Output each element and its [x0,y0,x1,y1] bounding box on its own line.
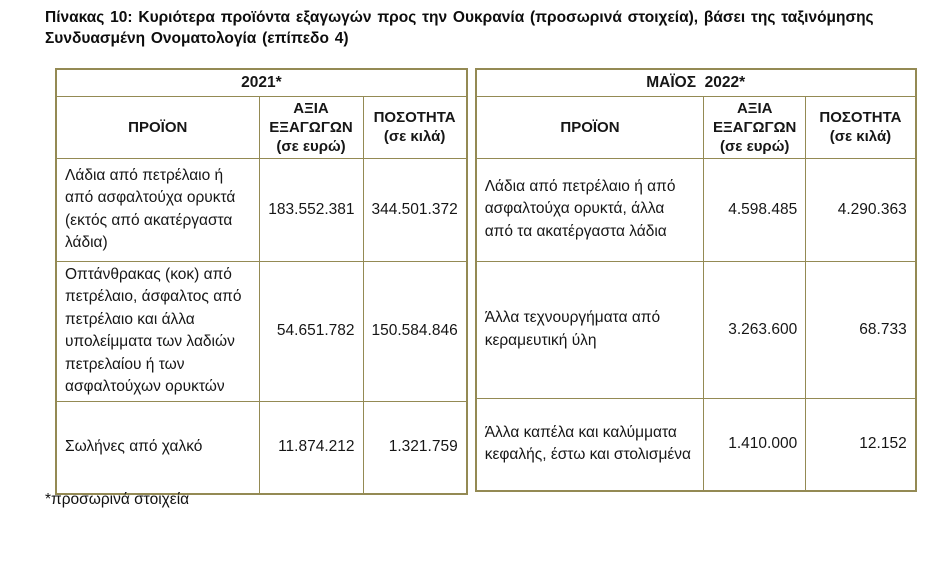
export-value-cell: 183.552.381 [259,158,363,261]
quantity-cell: 12.152 [806,398,916,491]
export-value-cell: 54.651.782 [259,261,363,401]
table-row [56,158,467,261]
product-cell: Σωλήνες από χαλκό [56,401,259,494]
table-row [476,158,916,261]
export-value-cell: 3.263.600 [704,261,806,398]
table-row [56,401,467,494]
table-may-2022 [475,68,917,492]
export-value-cell: 4.598.485 [704,158,806,261]
quantity-cell: 68.733 [806,261,916,398]
col-header-product: ΠΡΟΪΟΝ [476,96,704,158]
product-cell: Άλλα καπέλα και καλύμματα κεφαλής, έστω και στολισμένα [476,398,704,491]
export-value-cell: 11.874.212 [259,401,363,494]
period-header-may-2022: ΜΑΪΟΣ 2022* [476,69,916,96]
product-cell: Οπτάνθρακας (κοκ) από πετρέλαιο, άσφαλτος από πετρέλαιο και άλλα υπολείμματα των λαδιών πετρελαίου ή των ασφαλτούχων ορυκτών [56,261,259,401]
col-header-export-value: ΑΞΙΑ ΕΞΑΓΩΓΩΝ (σε ευρώ) [704,96,806,158]
period-row-may-2022 [476,69,916,96]
period-header-2021: 2021* [56,69,467,96]
table-row [56,261,467,401]
footnote: *προσωρινά στοιχεία [45,491,190,508]
column-header-row [56,96,467,158]
quantity-cell: 344.501.372 [363,158,467,261]
quantity-cell: 4.290.363 [806,158,916,261]
quantity-cell: 1.321.759 [363,401,467,494]
table-caption [45,7,874,49]
col-header-quantity: ΠΟΣΟΤΗΤΑ (σε κιλά) [363,96,467,158]
column-header-row [476,96,916,158]
col-header-product: ΠΡΟΪΟΝ [56,96,259,158]
table-caption-line-1: Πίνακας 10: Κυριότερα προϊόντα εξαγωγών προς την Ουκρανία (προσωρινά στοιχεία), βάσει της ταξινόμησης [45,9,874,26]
table-2021 [55,68,468,495]
product-cell: Λάδια από πετρέλαιο ή από ασφαλτούχα ορυκτά (εκτός από ακατέργαστα λάδια) [56,158,259,261]
product-cell: Λάδια από πετρέλαιο ή από ασφαλτούχα ορυκτά, άλλα από τα ακατέργαστα λάδια [476,158,704,261]
quantity-cell: 150.584.846 [363,261,467,401]
period-row-2021 [56,69,467,96]
table-caption-line-2: Συνδυασμένη Ονοματολογία (επίπεδο 4) [45,30,349,47]
table-row [476,398,916,491]
product-cell: Άλλα τεχνουργήματα από κεραμευτική ύλη [476,261,704,398]
col-header-quantity: ΠΟΣΟΤΗΤΑ (σε κιλά) [806,96,916,158]
export-value-cell: 1.410.000 [704,398,806,491]
export-tables [55,68,917,495]
table-row [476,261,916,398]
col-header-export-value: ΑΞΙΑ ΕΞΑΓΩΓΩΝ (σε ευρώ) [259,96,363,158]
